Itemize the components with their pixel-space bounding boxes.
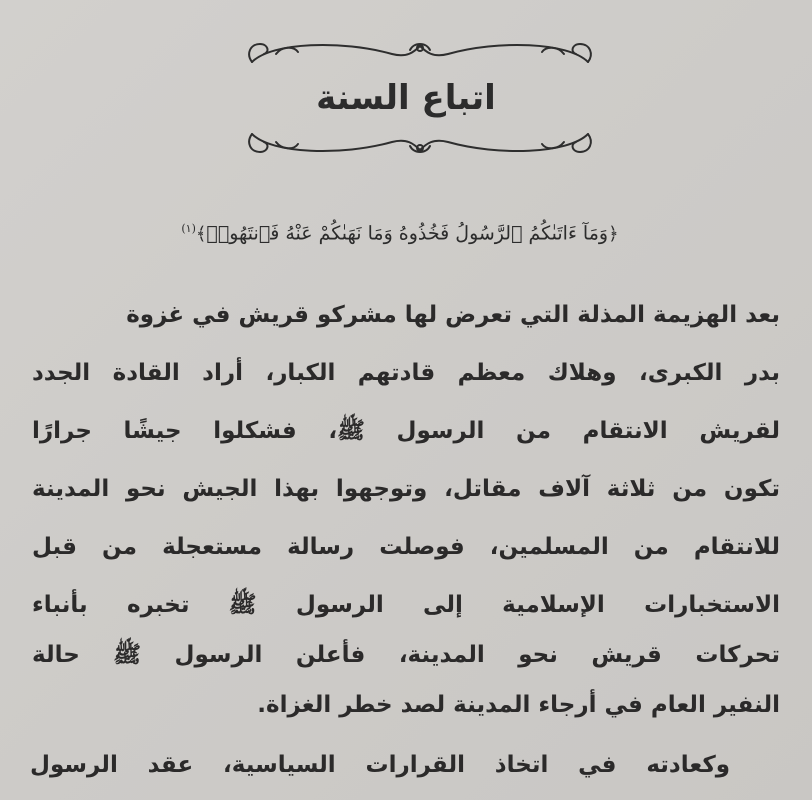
- text-line: النفير العام في أرجاء المدينة لصد خطر الغزاة.: [257, 692, 780, 718]
- top-ornament-icon: [232, 32, 608, 72]
- bottom-ornament-icon: [232, 124, 608, 164]
- verse-open-bracket: ﴿: [608, 223, 619, 245]
- footnote-reference: (١): [181, 222, 196, 235]
- text-line: تحركات قريش نحو المدينة، فأعلن الرسول ﷺ حالة: [32, 642, 780, 668]
- text-line: بعد الهزيمة المذلة التي تعرض لها مشركو قريش في غزوة: [126, 302, 780, 328]
- text-line: لقريش الانتقام من الرسول ﷺ، فشكلوا جيشًا جرارًا: [32, 418, 780, 444]
- quran-verse: [150, 222, 650, 244]
- text-line: الاستخبارات الإسلامية إلى الرسول ﷺ تخبره بأنباء: [32, 592, 780, 618]
- text-line: للانتقام من المسلمين، فوصلت رسالة مستعجلة من قبل: [32, 534, 780, 560]
- text-line: تكون من ثلاثة آلاف مقاتل، وتوجهوا بهذا الجيش نحو المدينة: [32, 476, 780, 502]
- text-line: وكعادته في اتخاذ القرارات السياسية، عقد الرسول: [30, 752, 730, 778]
- chapter-title: اتباع السنة: [316, 78, 496, 118]
- verse-text: وَمَآ ءَاتَىٰكُمُ ٱلرَّسُولُ فَخُذُوهُ وَمَا نَهَىٰكُمْ عَنْهُ فَٱنتَهُوا۟: [206, 222, 609, 245]
- text-line: بدر الكبرى، وهلاك معظم قادتهم الكبار، أراد القادة الجدد: [32, 360, 780, 386]
- verse-close-bracket: ﴾: [195, 223, 207, 245]
